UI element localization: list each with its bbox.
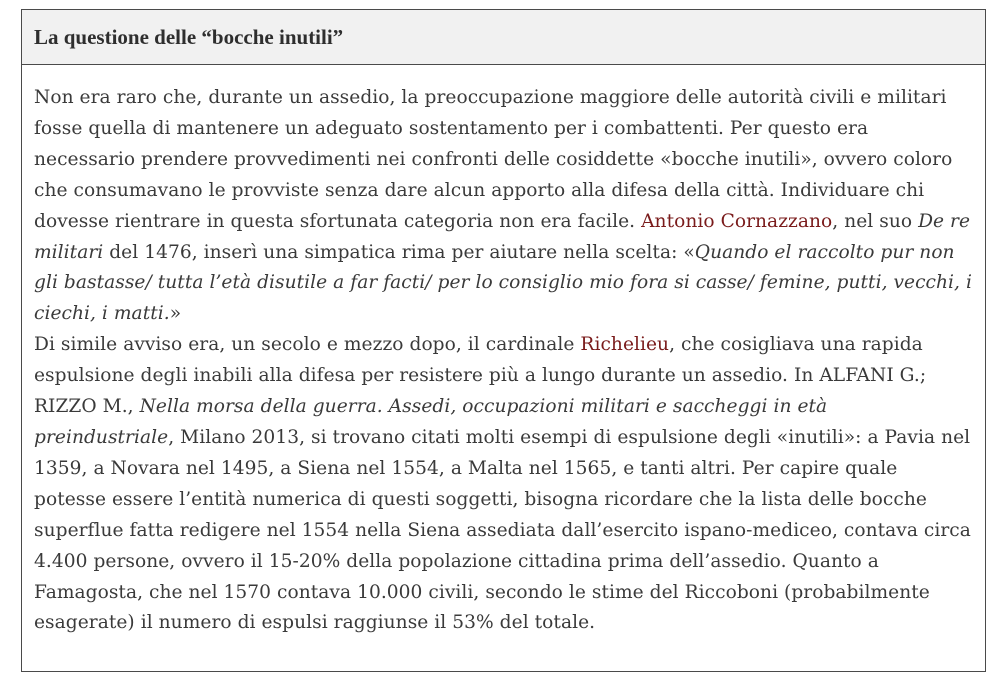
text-span: »: [169, 303, 182, 325]
text-span: Non era raro che, durante un assedio, la preoccupazione maggiore delle autorità civili e militari fosse quella di mantenere un adeguato sostentamento per i combattenti. Per questo era necessario prendere provvedimenti nei confronti delle cosiddette «bocche inutili», ovvero coloro che consumavano le provviste senza dare alcun apporto alla difesa della città. Individuare chi dovesse rientrare in questa sfortunata categoria non era facile.: [34, 87, 953, 232]
text-span: , che cosigliava una rapida espulsione degli inabili alla difesa per resistere più a lungo durante un assedio. In ALFANI G.; RIZZO M.,: [34, 334, 927, 418]
text-span: , nel suo: [832, 210, 919, 232]
book-title-nella-morsa: Nella morsa della guerra. Assedi, occupazioni militari e saccheggi in età preindustriale: [34, 396, 828, 448]
info-box-title: La questione delle “bocche inutili”: [34, 24, 344, 49]
text-span: Di simile avviso era, un secolo e mezzo dopo, il cardinale: [34, 334, 581, 356]
paragraph-2: [34, 330, 973, 639]
text-span: , Milano 2013, si trovano citati molti esempi di espulsione degli «inutili»: a Pavia nel 1359, a Novara nel 1495, a Siena nel 1554, a Malta nel 1565, e tanti altri. Per capire quale potesse essere l’entità numerica di questi soggetti, bisogna ricordare che la lista delle bocche superflue fatta redigere nel 1554 nella Siena assediata dall’esercito ispano-mediceo, contava circa 4.400 persone, ovvero il 15-20% della popolazione cittadina prima dell’assedio. Quanto a Famagosta, che nel 1570 contava 10.000 civili, secondo le stime del Riccoboni (probabilmente esagerate) il numero di espulsi raggiunse il 53% del totale.: [34, 426, 971, 634]
book-title-de-re-militari: De re militari: [34, 210, 971, 263]
info-box: [21, 9, 986, 672]
info-box-body: [22, 65, 985, 639]
rhyme-quote: Quando el raccolto pur non gli bastasse/ tutta l’età disutile a far facti/ per lo consiglio mio fora si casse/ femine, putti, vecchi, i ciechi, i matti.: [34, 241, 972, 325]
link-richelieu[interactable]: Richelieu: [580, 334, 670, 356]
paragraph-1: [34, 83, 973, 330]
info-box-header: [22, 10, 985, 65]
text-span: del 1476, inserì una simpatica rima per aiutare nella scelta: «: [103, 241, 695, 263]
link-antonio-cornazzano[interactable]: Antonio Cornazzano: [641, 210, 833, 232]
